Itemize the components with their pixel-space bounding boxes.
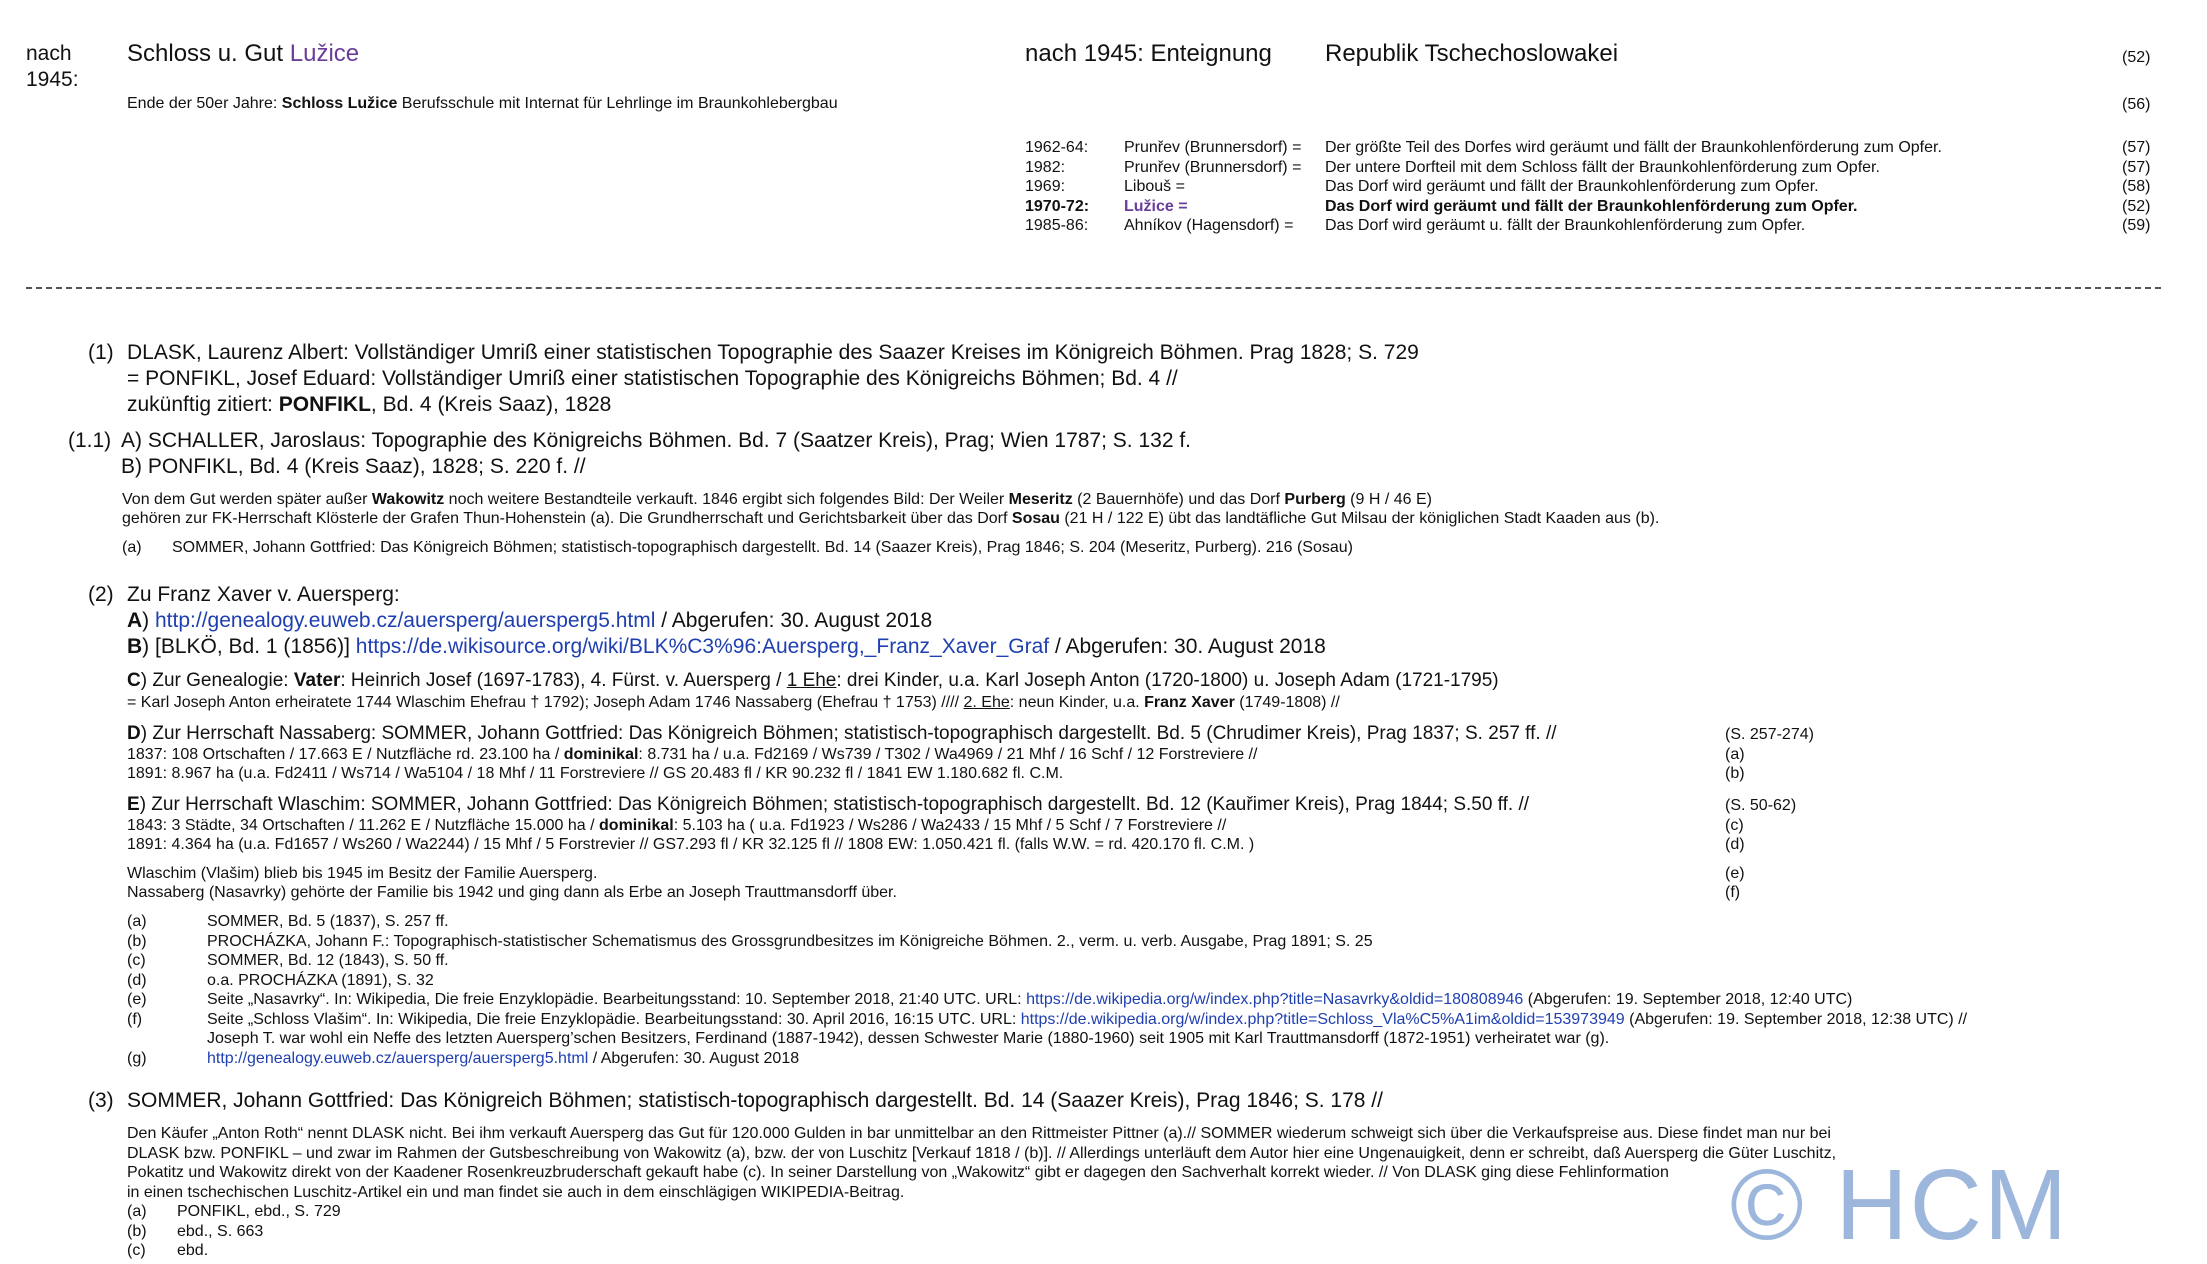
fn2-d1-a: 1837: 108 Ortschaften / 17.663 E / Nutzfläche rd. 23.100 ha /: [127, 746, 564, 763]
fn2-b: [127, 634, 1326, 660]
fn2-c-3: : Heinrich Josef (1697-1783), 4. Fürst. v. Auersperg /: [340, 670, 787, 691]
ref-text: SOMMER, Bd. 5 (1837), S. 257 ff.: [207, 913, 449, 930]
fn11-p2-c: (21 H / 122 E) übt das landtäfliche Gut Milsau der königlichen Stadt Kaaden aus (b).: [1059, 510, 1660, 527]
ref-e-post: (Abgerufen: 19. September 2018, 12:40 UTC): [1523, 991, 1853, 1008]
ref-label: (e): [127, 991, 147, 1008]
timeline-text: Das Dorf wird geräumt u. fällt der Braunkohlenförderung zum Opfer.: [1325, 217, 1806, 234]
fn2-ref-list: [0, 912, 2207, 1072]
fn11-p1-c: noch weitere Bestandteile verkauft. 1846 ergibt sich folgendes Bild: Der Weiler: [444, 491, 1009, 508]
timeline-ref: (57): [2122, 158, 2151, 176]
timeline-place: Prunřev (Brunnersdorf) =: [1124, 158, 1302, 176]
fn2-b-label: B: [127, 635, 143, 658]
fn1-line3: [127, 392, 611, 418]
fn2-e1: [127, 816, 1226, 836]
timeline-ref: (59): [2122, 217, 2151, 234]
ref-label: (f): [127, 1010, 143, 1028]
fn11-p1-g: (9 H / 46 E): [1345, 491, 1432, 508]
fn11-p1-b: Wakowitz: [371, 491, 445, 508]
fn1-line2: = PONFIKL, Josef Eduard: Vollständiger Umriß einer statistischen Topographie des Königreichs Böhmen; Bd. 4 //: [127, 367, 1178, 390]
header-mid-value: Republik Tschechoslowakei: [1325, 40, 1619, 67]
fn2-c-4: 1 Ehe: [786, 670, 837, 691]
ref-e-pre: Seite „Nasavrky“. In: Wikipedia, Die freie Enzyklopädie. Bearbeitungsstand: 10. September 2018, 21:40 UTC. URL:: [207, 991, 1027, 1008]
fn2-d1-b: dominikal: [563, 746, 639, 763]
fn11-line2: B) PONFIKL, Bd. 4 (Kreis Saaz), 1828; S. 220 f. //: [121, 455, 586, 478]
fn2-c-5: : drei Kinder, u.a. Karl Joseph Anton (1720-1800) u. Joseph Adam (1721-1795): [836, 670, 1499, 691]
fn2-e2: 1891: 4.364 ha (u.a. Fd1657 / Ws260 / Wa2244) / 15 Mhf / 5 Forstrevier // GS7.293 fl / KR 32.125 fl // 1808 EW: 1.050.421 fl. (falls W.W. = rd. 420.170 fl. C.M. ): [127, 836, 1255, 853]
fn3-line: in einen tschechischen Luschitz-Artikel ein und man findet sie auch in dem einschlägigen WIKIPEDIA-Beitrag.: [127, 1183, 905, 1201]
fn2-number: (2): [88, 583, 114, 606]
fn3-line: Den Käufer „Anton Roth“ nennt DLASK nicht. Bei ihm verkauft Auersperg das Gut für 120.000 Gulden in bar unmittelbar an den Rittmeister Pittner (a).// SOMMER wiederum schweigt sich über die Verkaufspreise aus. Diese findet man nur bei: [127, 1125, 1831, 1142]
title-place-link[interactable]: Lužice: [289, 40, 360, 67]
ref-text: ebd., S. 663: [177, 1222, 264, 1240]
subheader-prefix: Ende der 50er Jahre:: [127, 95, 282, 112]
fn2-a: A) http://genealogy.euweb.cz/auersperg/auersperg5.html / Abgerufen: 30. August 2018: [127, 609, 933, 632]
fn2-d-ref: (S. 257-274): [1725, 726, 1814, 743]
ref-label: (c): [127, 1242, 146, 1259]
fn2-b-pre: ) [BLKÖ, Bd. 1 (1856)]: [142, 635, 356, 658]
ref-g-text: [207, 1049, 799, 1069]
ref-52: (52): [2122, 49, 2151, 66]
fn11-p1-f: Purberg: [1284, 491, 1346, 508]
subheader: [127, 94, 838, 114]
fn11-para2: [122, 509, 1659, 529]
fn2-c2-5: (1749-1808) //: [1234, 694, 1340, 711]
fn2-e1-a: 1843: 3 Städte, 34 Ortschaften / 11.262 E / Nutzfläche 15.000 ha /: [127, 817, 600, 834]
ref-label: (c): [127, 952, 146, 969]
fn1-line3-bold: PONFIKL: [278, 393, 371, 416]
ref-label: (g): [127, 1049, 147, 1067]
fn3-number: (3): [88, 1089, 114, 1112]
fn3-line: DLASK bzw. PONFIKL – und zwar im Rahmen der Gutsbeschreibung von Wakowitz (a), bzw. der von Luschitz [Verkauf 1818 / (b)]. // Allerdings unterläuft dem Autor hier eine Ungenauigkeit, denn er schreibt, daß Auersperg die Güter Luschitz,: [127, 1144, 1837, 1162]
ref-g-link[interactable]: http://genealogy.euweb.cz/auersperg/auersperg5.html: [207, 1049, 589, 1067]
ref-label: (a): [127, 913, 147, 930]
fn1-line3-c: , Bd. 4 (Kreis Saaz), 1828: [370, 393, 612, 416]
fn11-p1-e: (2 Bauernhöfe) und das Dorf: [1072, 491, 1285, 508]
ref-f-text: [207, 1010, 1967, 1030]
fn2-c: [127, 670, 1499, 692]
timeline-text: Der größte Teil des Dorfes wird geräumt und fällt der Braunkohlenförderung zum Opfer.: [1325, 139, 1942, 156]
fn2-a-link[interactable]: http://genealogy.euweb.cz/auersperg/auersperg5.html: [155, 609, 656, 632]
ref-label: (d): [127, 971, 147, 989]
ref-f-post: (Abgerufen: 19. September 2018, 12:38 UTC) //: [1624, 1010, 1968, 1028]
page-title: [127, 40, 359, 67]
fn2-d1-ref: (a): [1725, 746, 1745, 763]
title-prefix: Schloss u. Gut: [127, 40, 290, 67]
fn2-e1-ref: (c): [1725, 817, 1744, 834]
timeline-place: Ahníkov (Hagensdorf) =: [1124, 217, 1294, 234]
timeline-text: Das Dorf wird geräumt und fällt der Braunkohlenförderung zum Opfer.: [1325, 197, 1858, 215]
fn2-a-label: A: [127, 609, 143, 632]
fn2-e2-ref: (d): [1725, 836, 1745, 853]
fn2-c2-2: 2. Ehe: [963, 694, 1010, 711]
timeline-place: Prunřev (Brunnersdorf) =: [1124, 139, 1302, 156]
section-divider: [26, 287, 2161, 289]
fn11-p1-d: Meseritz: [1008, 491, 1073, 508]
fn2-d2-ref: (b): [1725, 765, 1745, 782]
fn2-d1-c: : 8.731 ha / u.a. Fd2169 / Ws739 / T302 / Wa4969 / 21 Mhf / 16 Schf / 12 Forstreviere //: [638, 746, 1258, 763]
timeline-text: Der untere Dorfteil mit dem Schloss fällt der Braunkohlenförderung zum Opfer.: [1325, 158, 1880, 176]
ref-label: (b): [127, 1222, 147, 1240]
fn2-c2: [127, 693, 1340, 713]
fn2-e-ref: (S. 50-62): [1725, 797, 1797, 814]
fn3-line: Pokatitz und Wakowitz direkt von der Kaadener Rosenkreuzbruderschaft gekauft habe (c). In seiner Darstellung von „Wakowitz“ gibt er dagegen den Sachverhalt korrekt wieder. // Von DLASK ging diese Fehlinformation: [127, 1164, 1669, 1181]
fn2-b-link[interactable]: https://de.wikisource.org/wiki/BLK%C3%96:Auersperg,_Franz_Xaver_Graf: [355, 635, 1050, 658]
header-label-1945: 1945:: [26, 68, 79, 91]
timeline-ref: (52): [2122, 197, 2151, 215]
copyright-watermark: © HCM: [1730, 1149, 2070, 1261]
fn1-line1: DLASK, Laurenz Albert: Vollständiger Umriß einer statistischen Topographie des Saazer Kreises im Königreich Böhmen. Prag 1828; S. 729: [127, 341, 1419, 364]
ref-e-text: [207, 990, 1852, 1010]
fn2-c2-3: : neun Kinder, u.a.: [1009, 694, 1145, 711]
ref-g-post: / Abgerufen: 30. August 2018: [588, 1049, 800, 1067]
fn2-w2: Nassaberg (Nasavrky) gehörte der Familie bis 1942 und ging dann als Erbe an Joseph Trauttmansdorff über.: [127, 884, 897, 901]
fn1-number: (1): [88, 341, 114, 364]
fn2-a-rest: / Abgerufen: 30. August 2018: [655, 609, 933, 632]
timeline: [0, 138, 2207, 238]
fn2-w2-ref: (f): [1725, 884, 1741, 901]
ref-f-link[interactable]: https://de.wikipedia.org/w/index.php?title=Schloss_Vla%C5%A1im&oldid=153973949: [1020, 1010, 1625, 1028]
ref-text: SOMMER, Bd. 12 (1843), S. 50 ff.: [207, 952, 449, 969]
fn2-c-label: C: [127, 670, 141, 691]
fn2-w1: Wlaschim (Vlašim) blieb bis 1945 im Besitz der Familie Auersperg.: [127, 865, 598, 882]
timeline-year: 1969:: [1025, 178, 1066, 195]
fn1-line3-a: zukünftig zitiert:: [127, 393, 279, 416]
timeline-place-link[interactable]: Lužice =: [1124, 197, 1188, 215]
ref-text: PROCHÁZKA, Johann F.: Topographisch-statistischer Schematismus des Grossgrundbesitzes im Königreiche Böhmen. 2., verm. u. verb. Ausgabe, Prag 1891; S. 25: [207, 932, 1373, 950]
fn2-c-1: ) Zur Genealogie:: [140, 670, 294, 691]
ref-label: (b): [127, 932, 147, 950]
timeline-year: 1985-86:: [1025, 217, 1089, 234]
fn11-p2-b: Sosau: [1011, 510, 1060, 527]
ref-text: ebd.: [177, 1242, 209, 1259]
fn2-d-label: D: [127, 723, 141, 744]
fn2-e: [127, 794, 1529, 816]
ref-text: PONFIKL, ebd., S. 729: [177, 1203, 341, 1220]
ref-text: o.a. PROCHÁZKA (1891), S. 32: [207, 971, 434, 989]
timeline-place: Libouš =: [1124, 178, 1185, 195]
timeline-year: 1982:: [1025, 158, 1066, 176]
fn2-e1-b: dominikal: [599, 817, 674, 834]
timeline-year: 1970-72:: [1025, 197, 1090, 215]
fn3-title: SOMMER, Johann Gottfried: Das Königreich Böhmen; statistisch-topographisch dargestellt. Bd. 14 (Saazer Kreis), Prag 1846; S. 178 //: [127, 1089, 1383, 1112]
fn2-c2-1: = Karl Joseph Anton erheiratete 1744 Wlaschim Ehefrau † 1792); Joseph Adam 1746 Nassaberg (Ehefrau † 1753) ////: [127, 694, 964, 711]
timeline-year: 1962-64:: [1025, 139, 1089, 156]
fn2-title: Zu Franz Xaver v. Auersperg:: [127, 583, 400, 606]
timeline-text: Das Dorf wird geräumt und fällt der Braunkohlenförderung zum Opfer.: [1325, 178, 1819, 195]
fn11-number: (1.1): [68, 429, 112, 452]
ref-56: (56): [2122, 96, 2151, 113]
fn11-line1: A) SCHALLER, Jaroslaus: Topographie des Königreichs Böhmen. Bd. 7 (Saatzer Kreis), Prag; Wien 1787; S. 132 f.: [121, 429, 1191, 452]
fn11-ref-a-text: SOMMER, Johann Gottfried: Das Königreich Böhmen; statistisch-topographisch dargestellt. Bd. 14 (Saazer Kreis), Prag 1846; S. 204 (Meseritz, Purberg). 216 (Sosau): [172, 539, 1353, 556]
timeline-ref: (57): [2122, 139, 2151, 156]
fn2-e1-c: : 5.103 ha ( u.a. Fd1923 / Ws286 / Wa2433 / 15 Mhf / 5 Schf / 7 Forstreviere //: [673, 817, 1227, 834]
header-mid-label: nach 1945: Enteignung: [1025, 40, 1272, 67]
fn2-b-rest: / Abgerufen: 30. August 2018: [1049, 635, 1326, 658]
fn2-c2-4: Franz Xaver: [1144, 694, 1235, 711]
fn2-e-text: ) Zur Herrschaft Wlaschim: SOMMER, Johann Gottfried: Das Königreich Böhmen; statistisch-topographisch dargestellt. Bd. 12 (Kauřimer Kreis), Prag 1844; S.50 ff. //: [139, 794, 1530, 815]
ref-label: (a): [127, 1203, 147, 1220]
fn11-p1-a: Von dem Gut werden später außer: [122, 491, 372, 508]
fn11-ref-a-label: (a): [122, 539, 142, 556]
fn2-c-2: Vater: [293, 670, 341, 691]
subheader-rest: Berufsschule mit Internat für Lehrlinge im Braunkohlebergbau: [397, 95, 838, 112]
fn2-w1-ref: (e): [1725, 865, 1745, 882]
fn2-d-text: ) Zur Herrschaft Nassaberg: SOMMER, Johann Gottfried: Das Königreich Böhmen; statistisch-topographisch dargestellt. Bd. 5 (Chrudimer Kreis), Prag 1837; S. 257 ff. //: [140, 723, 1557, 744]
ref-f-pre: Seite „Schloss Vlašim“. In: Wikipedia, Die freie Enzyklopädie. Bearbeitungsstand: 30. April 2016, 16:15 UTC. URL:: [207, 1010, 1021, 1028]
subheader-bold: Schloss Lužice: [281, 95, 398, 112]
fn11-p2-a: gehören zur FK-Herrschaft Klösterle der Grafen Thun-Hohenstein (a). Die Grundherrschaft und Gerichtsbarkeit über das Dorf: [122, 510, 1012, 527]
fn2-e-label: E: [127, 794, 140, 815]
timeline-ref: (58): [2122, 178, 2151, 195]
fn11-para1: [122, 490, 1432, 510]
ref-e-link[interactable]: https://de.wikipedia.org/w/index.php?title=Nasavrky&oldid=180808946: [1026, 991, 1524, 1008]
header-label-nach: nach: [26, 42, 72, 65]
fn2-d1: [127, 745, 1257, 765]
ref-f-line2: Joseph T. war wohl ein Neffe des letzten Auersperg’schen Besitzers, Ferdinand (1887-1942), dessen Schwester Marie (1880-1960) seit 1905 mit Karl Trauttmansdorff (1872-1951) verheiratet war (g).: [207, 1030, 1610, 1047]
fn2-d: [127, 723, 1557, 745]
fn2-d2: 1891: 8.967 ha (u.a. Fd2411 / Ws714 / Wa5104 / 18 Mhf / 11 Forstreviere // GS 20.483 fl / KR 90.232 fl / 1841 EW 1.180.682 fl. C.M.: [127, 765, 1064, 782]
